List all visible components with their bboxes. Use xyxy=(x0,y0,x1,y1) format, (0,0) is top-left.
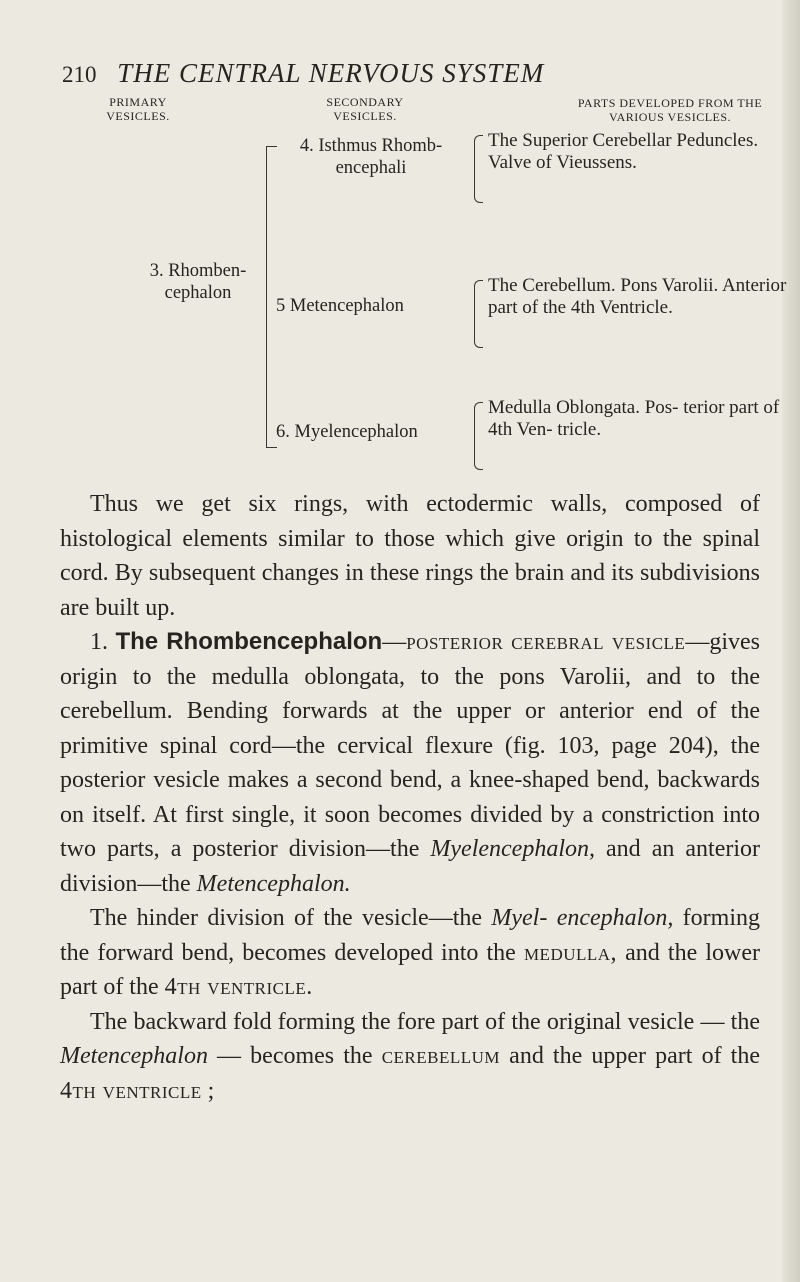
italic-term: Myel- encephalon, xyxy=(491,905,674,931)
small-caps-term: 4th ventricle xyxy=(60,1077,202,1104)
italic-term: Metencephalon. xyxy=(196,870,351,897)
paragraph-text: and the upper part of the xyxy=(500,1043,760,1069)
parts-bracket-3 xyxy=(474,402,483,470)
column-heading-primary: PRIMARY VESICLES. xyxy=(106,95,170,123)
paragraph-text: — becomes the xyxy=(207,1043,382,1069)
paragraph-text: The backward fold forming the fore part of the original vesicle — the xyxy=(90,1008,760,1035)
running-header xyxy=(62,58,544,89)
small-caps-term: posterior cerebral vesicle xyxy=(406,629,686,655)
secondary-vesicle-metencephalon: 5 Metencephalon xyxy=(276,296,404,316)
small-caps-term: medulla, xyxy=(523,939,618,966)
parts-developed-isthmus: The Superior Cerebellar Peduncles. Valve of Vieussens. xyxy=(488,130,759,173)
primary-vesicle-rhombencephalon: 3. Rhomben- cephalon xyxy=(149,261,247,303)
parts-bracket-2 xyxy=(474,280,483,348)
paragraph-text: and an anterior division—the xyxy=(60,836,760,897)
section-number: 1. xyxy=(90,629,108,655)
paragraph-text: ; xyxy=(201,1077,215,1104)
parts-developed-myelencephalon: Medulla Oblongata. Pos- terior part of 4th Ven- tricle. xyxy=(488,397,780,440)
paragraph-hinder-division xyxy=(60,901,760,1005)
parts-developed-metencephalon: The Cerebellum. Pons Varolii. Anterior part of the 4th Ventricle. xyxy=(488,275,787,318)
small-caps-term: 4th ventricle. xyxy=(164,974,313,1000)
page-number: 210 xyxy=(62,62,97,87)
small-caps-term: cerebellum xyxy=(381,1043,501,1069)
paragraph-text: and the lower part of the xyxy=(60,939,760,1000)
italic-term: Metencephalon xyxy=(60,1043,208,1069)
running-title: THE CENTRAL NERVOUS SYSTEM xyxy=(117,58,545,88)
paragraph-six-rings: Thus we get six rings, with ectodermic walls, composed of histological elements similar to those which give origin to the spinal cord. By subsequent changes in these rings the brain and its subdivisions are built up. xyxy=(60,491,760,621)
section-heading: The Rhombencephalon xyxy=(115,628,383,655)
italic-term: Myelencephalon, xyxy=(430,836,595,862)
parts-bracket-1 xyxy=(474,135,483,203)
paragraph-text: The hinder division of the vesicle—the xyxy=(90,905,492,931)
body-text xyxy=(60,487,760,1108)
paragraph-rhombencephalon xyxy=(60,625,760,901)
paragraph-text: forming the forward bend, becomes developed into the xyxy=(60,905,760,966)
page-edge-shadow xyxy=(782,0,800,1282)
secondary-vesicle-isthmus: 4. Isthmus Rhomb- encephali xyxy=(299,136,443,178)
paragraph-text: —gives origin to the medulla oblongata, to the pons Varolii, and to the cerebellum. Bending forwards at the upper or anterior end of the primitive spinal cord—the cervical flexure (fig. 103, page 204), the posterior vesicle makes a second bend, a knee-shaped bend, backwards on itself. At first single, it soon becomes divided by a constriction into two parts, a posterior division—the xyxy=(60,629,760,862)
secondary-vesicle-myelencephalon: 6. Myelencephalon xyxy=(276,422,418,442)
column-heading-parts: PARTS DEVELOPED FROM THE VARIOUS VESICLES. xyxy=(577,96,763,124)
paragraph-backward-fold xyxy=(60,1005,760,1109)
column-heading-secondary: SECONDARY VESICLES. xyxy=(326,95,404,123)
dash: — xyxy=(382,629,407,655)
